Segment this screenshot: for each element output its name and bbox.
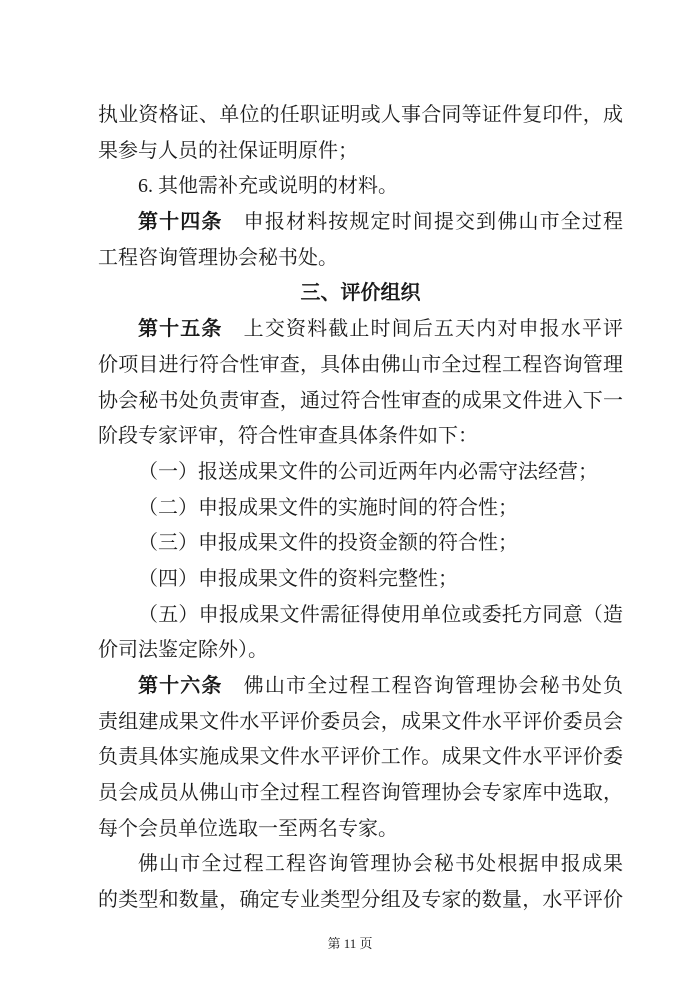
document-line bbox=[98, 98, 623, 134]
document-body bbox=[98, 98, 623, 919]
section-heading bbox=[98, 276, 623, 312]
text-run: 6. 其他需补充或说明的材料。 bbox=[138, 175, 398, 198]
text-run: 责组建成果文件水平评价委员会，成果文件水平评价委员会 bbox=[98, 710, 623, 733]
document-line bbox=[98, 169, 623, 205]
document-line bbox=[98, 776, 623, 812]
text-run: 价项目进行符合性审查，具体由佛山市全过程工程咨询管理 bbox=[98, 353, 623, 376]
document-line bbox=[98, 812, 623, 848]
text-run: （五）申报成果文件需征得使用单位或委托方同意（造 bbox=[138, 603, 623, 626]
text-run: 价司法鉴定除外）。 bbox=[98, 639, 268, 662]
document-line bbox=[98, 633, 623, 669]
text-run: （三）申报成果文件的投资金额的符合性； bbox=[138, 532, 518, 555]
text-run: 佛山市全过程工程咨询管理协会秘书处根据申报成果 bbox=[138, 853, 623, 876]
document-line bbox=[98, 241, 623, 277]
document-line bbox=[98, 491, 623, 527]
document-line bbox=[98, 455, 623, 491]
document-line bbox=[98, 205, 623, 241]
text-run: 工程咨询管理协会秘书处。 bbox=[98, 246, 338, 269]
text-run: 负责具体实施成果文件水平评价工作。成果文件水平评价委 bbox=[98, 746, 623, 769]
bold-text-run: 第十六条 bbox=[138, 675, 223, 697]
document-line bbox=[98, 384, 623, 420]
text-run: （四）申报成果文件的资料完整性； bbox=[138, 567, 458, 590]
document-line bbox=[98, 847, 623, 883]
text-run: 申报材料按规定时间提交到佛山市全过程 bbox=[222, 211, 624, 234]
text-run: 果参与人员的社保证明原件； bbox=[98, 139, 358, 162]
document-line bbox=[98, 598, 623, 634]
text-run: 员会成员从佛山市全过程工程咨询管理协会专家库中选取， bbox=[98, 782, 623, 805]
bold-text-run: 三、评价组织 bbox=[300, 282, 421, 305]
document-line bbox=[98, 883, 623, 919]
document-line bbox=[98, 526, 623, 562]
document-line bbox=[98, 562, 623, 598]
text-run: 协会秘书处负责审查，通过符合性审查的成果文件进入下一 bbox=[98, 389, 623, 412]
document-line bbox=[98, 740, 623, 776]
text-run: 上交资料截止时间后五天内对申报水平评 bbox=[222, 318, 624, 341]
document-line bbox=[98, 419, 623, 455]
text-run: 的类型和数量，确定专业类型分组及专家的数量，水平评价 bbox=[98, 889, 623, 912]
bold-text-run: 第十五条 bbox=[138, 318, 223, 341]
text-run: 执业资格证、单位的任职证明或人事合同等证件复印件，成 bbox=[98, 104, 623, 126]
document-line bbox=[98, 134, 623, 170]
document-line bbox=[98, 348, 623, 384]
page-footer bbox=[0, 933, 700, 952]
page-number: 第 11 页 bbox=[327, 936, 373, 951]
document-line bbox=[98, 312, 623, 348]
text-run: （二）申报成果文件的实施时间的符合性； bbox=[138, 496, 518, 519]
text-run: 阶段专家评审，符合性审查具体条件如下： bbox=[98, 425, 478, 448]
document-line bbox=[98, 705, 623, 741]
text-run: 佛山市全过程工程咨询管理协会秘书处负 bbox=[222, 675, 624, 697]
text-run: 每个会员单位选取一至两名专家。 bbox=[98, 817, 398, 840]
document-line bbox=[98, 669, 623, 705]
text-run: （一）报送成果文件的公司近两年内必需守法经营； bbox=[138, 460, 598, 483]
bold-text-run: 第十四条 bbox=[138, 211, 223, 234]
